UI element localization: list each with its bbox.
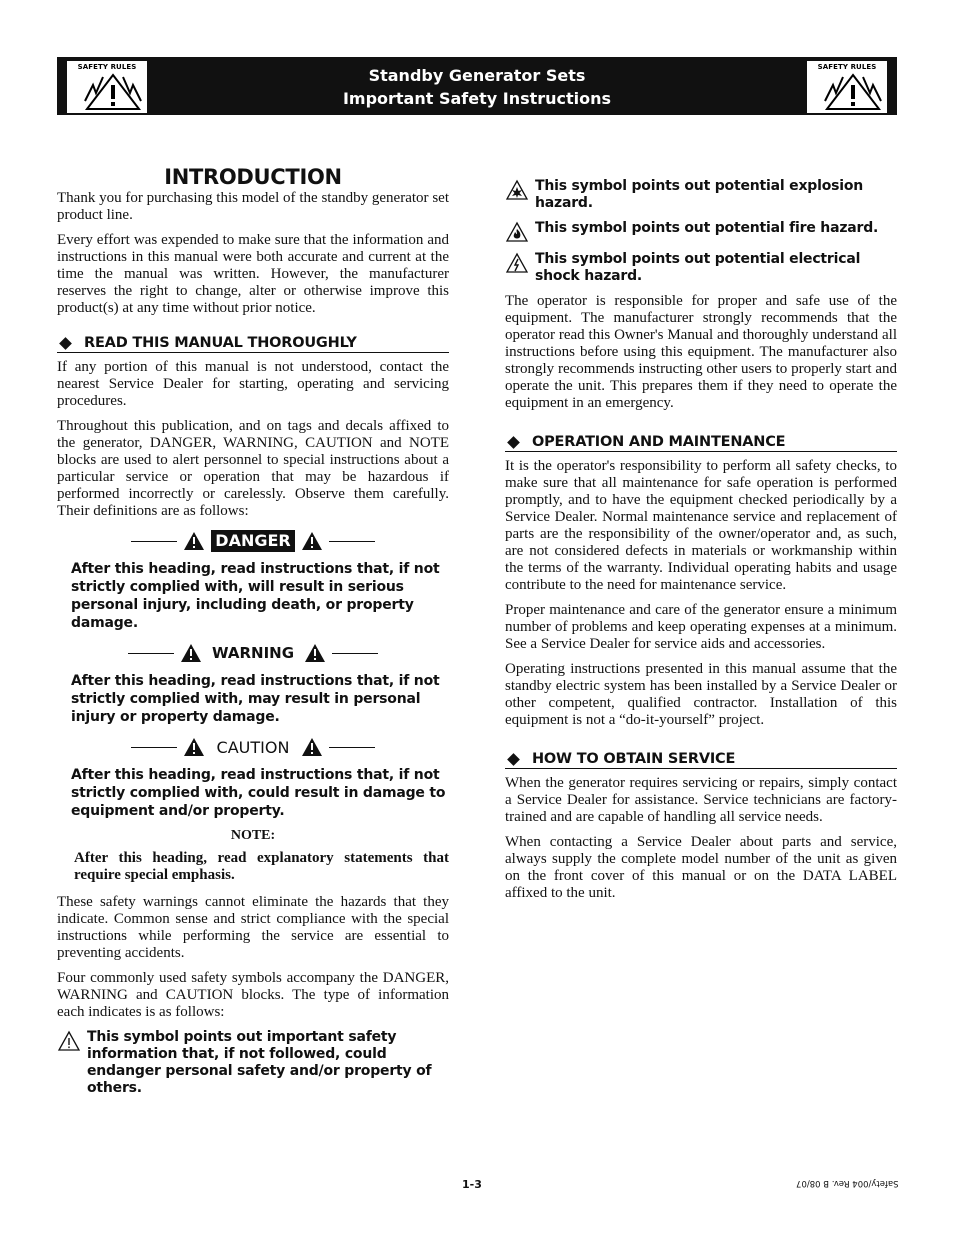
- left-column: [57, 165, 449, 1105]
- warning-triangle-icon: [301, 737, 323, 757]
- danger-signal-row: [57, 528, 449, 554]
- warning-triangle-icon: [180, 643, 202, 663]
- diamond-bullet-icon: [507, 753, 520, 766]
- safety-symbols-paragraph: Four commonly used safety symbols accompany the DANGER, WARNING and CAUTION blocks. The type of information each indicates is as follows:: [57, 970, 449, 1020]
- caution-label: CAUTION: [216, 737, 290, 757]
- warning-label: WARNING: [211, 644, 295, 662]
- page-number: 1-3: [462, 1178, 482, 1191]
- symbol-explosion: [505, 178, 897, 212]
- header-title: [57, 64, 897, 110]
- symbol-description: This symbol points out potential fire hazard.: [535, 220, 879, 236]
- divider: [329, 747, 375, 748]
- diamond-bullet-icon: [59, 337, 72, 350]
- alert-triangle-icon: [57, 1030, 81, 1052]
- symbol-description: This symbol points out potential explosion hazard.: [535, 178, 864, 211]
- right-column: [505, 178, 897, 910]
- intro-paragraph-2: Every effort was expended to make sure that the information and instructions in this manual were both accurate and current at the time the manual was written. However, the manufacturer reserves the right to change, alter or otherwise improve this product(s) at any time without prior notice.: [57, 232, 449, 316]
- document-code: Safety/004 Rev. B 08/07: [796, 1178, 899, 1188]
- maintenance-paragraph-3: Operating instructions presented in this manual assume that the standby electric system has been installed by a Service Dealer or other competent, qualified contractor. Installation of this equipment is not a “do-it-yourself” project.: [505, 661, 897, 728]
- warning-signal-row: [57, 640, 449, 666]
- symbol-general-safety: [57, 1029, 449, 1097]
- symbol-electrical-shock: [505, 251, 897, 285]
- introduction-title: INTRODUCTION: [164, 165, 342, 189]
- danger-text: After this heading, read instructions that, if not strictly complied with, will result in serious personal injury, including death, or property damage.: [71, 561, 440, 631]
- divider: [332, 653, 378, 654]
- warning-text: After this heading, read instructions that, if not strictly complied with, may result in personal injury or property damage.: [71, 673, 440, 725]
- read-manual-paragraph-2: Throughout this publication, and on tags and decals affixed to the generator, DANGER, WARNING, CAUTION and NOTE blocks are used to alert personnel to special instructions about a particular service or operation that may be hazardous if performed incorrectly or carelessly. Observe them carefully. Their definitions are as follows:: [57, 418, 449, 519]
- divider: [329, 541, 375, 542]
- caution-text: After this heading, read instructions that, if not strictly complied with, could result in damage to equipment and/or property.: [71, 767, 446, 819]
- divider: [131, 747, 177, 748]
- electrical-shock-icon: [505, 252, 529, 274]
- warning-triangle-icon: [183, 737, 205, 757]
- lightning-warning-icon: [823, 73, 883, 111]
- caution-signal-row: [57, 734, 449, 760]
- section-heading-text: READ THIS MANUAL THOROUGHLY: [84, 335, 357, 351]
- safety-rules-badge-right: [807, 61, 887, 113]
- divider: [131, 541, 177, 542]
- symbol-description: This symbol points out important safety information that, if not followed, could endanger personal safety and/or property of others.: [87, 1029, 432, 1096]
- header-title-line2: Important Safety Instructions: [342, 89, 612, 108]
- safety-warnings-paragraph: These safety warnings cannot eliminate the hazards that they indicate. Common sense and strict compliance with the special instructions while performing the service are essential to preventing accidents.: [57, 894, 449, 961]
- section-obtain-service: [505, 751, 897, 769]
- badge-label: SAFETY RULES: [77, 63, 137, 71]
- symbol-fire: [505, 220, 897, 243]
- header-title-line1: Standby Generator Sets: [368, 66, 586, 85]
- section-operation-maintenance: [505, 434, 897, 452]
- maintenance-paragraph-1: It is the operator's responsibility to perform all safety checks, to make sure that all maintenance for safe operation is performed promptly, and to have the equipment checked periodically by a Service Dealer. Normal maintenance service and replacement of parts are the responsibility of the owner/operator and, as such, are not considered defects in materials or workmanship within the terms of the warranty. Individual operating habits and usage contribute to the need for maintenance service.: [505, 458, 897, 593]
- section-read-manual: [57, 335, 449, 353]
- badge-label: SAFETY RULES: [817, 63, 877, 71]
- service-paragraph-2: When contacting a Service Dealer about parts and service, always supply the complete model number of the unit as given on the front cover of this manual or on the DATA LABEL affixed to the unit.: [505, 834, 897, 901]
- section-heading-text: OPERATION AND MAINTENANCE: [532, 434, 786, 450]
- note-label: NOTE:: [230, 828, 276, 843]
- read-manual-paragraph-1: If any portion of this manual is not understood, contact the nearest Service Dealer for starting, operating and servicing procedures.: [57, 359, 449, 409]
- intro-paragraph-1: Thank you for purchasing this model of the standby generator set product line.: [57, 190, 449, 223]
- warning-triangle-icon: [301, 531, 323, 551]
- operator-responsibility-paragraph: The operator is responsible for proper and safe use of the equipment. The manufacturer strongly recommends that the operator read this Owner's Manual and thoroughly understand all instructions before using this equipment. The manufacturer also strongly recommends instructing other users to properly start and operate the unit. This prepares them if they need to operate the equipment in an emergency.: [505, 293, 897, 411]
- warning-triangle-icon: [183, 531, 205, 551]
- section-heading-text: HOW TO OBTAIN SERVICE: [532, 751, 736, 767]
- symbol-description: This symbol points out potential electrical shock hazard.: [535, 251, 861, 284]
- explosion-hazard-icon: [505, 179, 529, 201]
- header-banner: [57, 57, 897, 115]
- note-text: After this heading, read explanatory statements that require special emphasis.: [74, 850, 449, 883]
- fire-hazard-icon: [505, 221, 529, 243]
- service-paragraph-1: When the generator requires servicing or repairs, simply contact a Service Dealer for assistance. Service technicians are factory-trained and are capable of handling all service needs.: [505, 775, 897, 825]
- divider: [128, 653, 174, 654]
- maintenance-paragraph-2: Proper maintenance and care of the generator ensure a minimum number of problems and keep operating expenses at a minimum. See a Service Dealer for service aids and accessories.: [505, 602, 897, 652]
- danger-label: DANGER: [211, 530, 294, 552]
- warning-triangle-icon: [304, 643, 326, 663]
- diamond-bullet-icon: [507, 436, 520, 449]
